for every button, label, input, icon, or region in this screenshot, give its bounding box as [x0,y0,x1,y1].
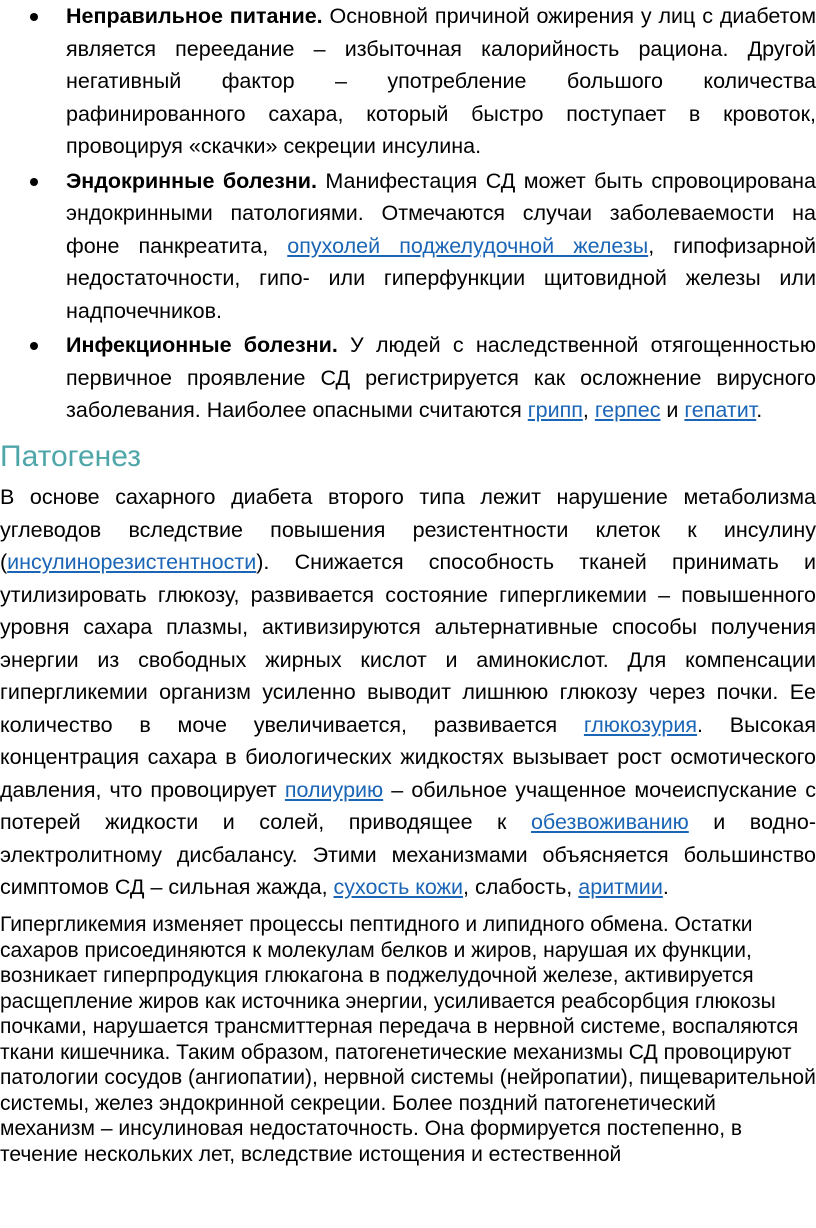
paragraph-text: , слабость, [463,875,579,899]
bullet-icon [30,178,38,186]
item-text: Манифестация СД может быть спровоцирована эндокринными патологиями. Отмечаются случаи заболеваемости на фоне панкреатита, [66,168,816,258]
item-title: Неправильное питание. [66,4,323,28]
item-text: и [660,398,685,422]
link-insulin-resistance[interactable]: инсулинорезистентности [7,550,257,574]
item-title: Инфекционные болезни. [66,333,338,357]
paragraph-text: В основе сахарного диабета второго типа лежит нарушение метаболизма углеводов вследствие повышения резистентности клеток к инсулину ( [0,485,816,574]
paragraph: Гипергликемия изменяет процессы пептидного и липидного обмена. Остатки сахаров присоединяются к молекулам белков и жиров, нарушая их функции, возникает гиперпродукция глюкагона в поджелудочной железе, активируется расщепление жиров как источника энергии, усиливается реабсорбция глюкозы почками, нарушается трансмиттерная передача в нервной системе, воспаляются ткани кишечника. Таким образом, патогенетические механизмы СД провоцируют патологии сосудов (ангиопатии), нервной системы (нейропатии), пищеварительной системы, желез эндокринной секреции. Более поздний патогенетический механизм – инсулиновая недостаточность. Она формируется постепенно, в течение нескольких лет, вследствие истощения и естественной [0,913,816,1166]
item-text: , гипофизарной недостаточности, гипо- или гиперфункции щитовидной железы или надпочечников. [66,233,816,323]
paragraph [0,481,816,904]
item-text: . [756,398,763,422]
item-text: Основной причиной ожирения у лиц с диабетом является переедание – избыточная калорийность рациона. Другой негативный фактор – употребление большого количества рафинированного сахара, который быстро поступает в кровоток, провоцируя «скачки» секреции инсулина. [66,4,816,158]
item-text: У людей с наследственной отягощенностью первичное проявление СД регистрируется как осложнение вирусного заболевания. Наиболее опасными считаются [66,333,816,422]
link-flu[interactable]: грипп [527,398,583,422]
link-pancreatic-tumors[interactable]: опухолей поджелудочной железы [287,233,649,258]
link-dehydration[interactable]: обезвоживанию [530,810,689,834]
link-glucosuria[interactable]: глюкозурия [583,712,698,737]
cause-list [0,0,816,427]
paragraph-text: и водно-электролитному дисбалансу. Этими механизмами объясняется большинство симптомов СД – сильная жажда, [0,810,816,899]
item-title: Эндокринные болезни. [66,168,317,193]
link-hepatitis[interactable]: гепатит [684,398,757,422]
paragraph-text: . [662,875,669,899]
bullet-icon [30,342,38,350]
section-heading: Патогенез [0,440,141,473]
link-polyuria[interactable]: полиурию [284,777,384,802]
list-item [0,0,816,163]
list-item [0,329,816,427]
link-dry-skin[interactable]: сухость кожи [333,875,464,899]
bullet-icon [30,13,38,21]
list-item [0,165,816,328]
link-herpes[interactable]: герпес [594,398,661,422]
item-text: , [582,398,595,422]
paragraph-text: ). Снижается способность тканей принимать и утилизировать глюкозу, развивается состояние гипергликемии – повышенного уровня сахара плазмы, активизируются альтернативные способы получения энергии из свободных жирных кислот и аминокислот. Для компенсации гипергликемии организм усиленно выводит лишнюю глюкозу через почки. Ее количество в моче увеличивается, развивается [0,550,816,737]
paragraph-text: – обильное учащенное мочеиспускание с потерей жидкости и солей, приводящее к [0,777,816,834]
link-arrhythmia[interactable]: аритмии [578,875,663,899]
paragraph-text: . Высокая концентрация сахара в биологических жидкостях вызывает рост осмотического давления, что провоцирует [0,712,816,802]
